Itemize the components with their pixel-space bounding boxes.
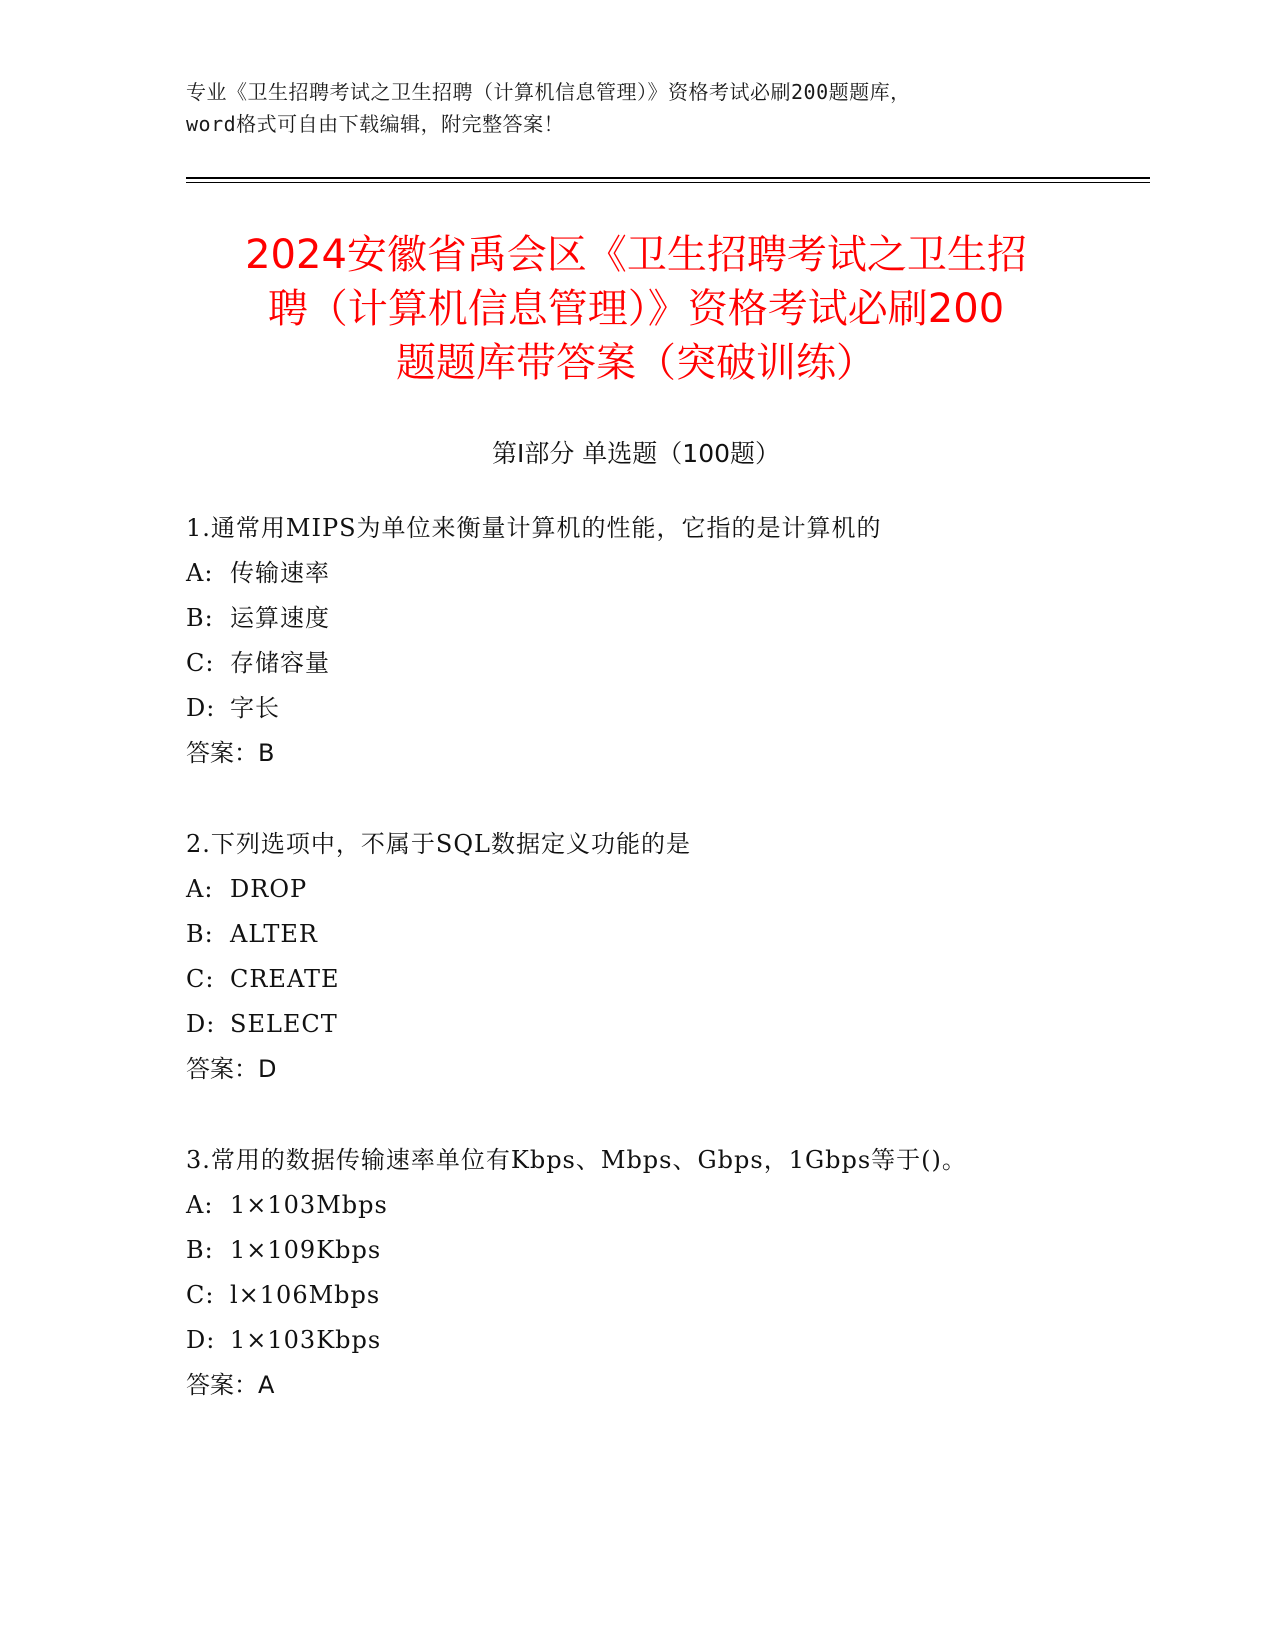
header-note <box>186 76 1086 140</box>
option-c <box>186 957 1166 1002</box>
option-a <box>186 551 1166 596</box>
option-text: DROP <box>230 875 308 903</box>
option-letter: A: <box>186 1191 214 1219</box>
option-c <box>186 641 1166 686</box>
answer: 答案：D <box>186 1055 277 1083</box>
header-divider-thick <box>186 177 1150 179</box>
option-letter: D: <box>186 1010 216 1038</box>
option-d <box>186 1002 1166 1047</box>
title-line2: 聘（计算机信息管理）》资格考试必刷200 <box>267 286 1005 332</box>
option-text: 存储容量 <box>230 649 330 677</box>
question-1 <box>186 506 1166 776</box>
option-letter: C: <box>186 649 215 677</box>
option-letter: C: <box>186 1281 215 1309</box>
option-text: 运算速度 <box>230 604 330 632</box>
question-stem: 2.下列选项中，不属于SQL数据定义功能的是 <box>186 830 691 858</box>
option-text: SELECT <box>230 1010 338 1038</box>
question-stem: 1.通常用MIPS为单位来衡量计算机的性能，它指的是计算机的 <box>186 514 882 542</box>
option-a <box>186 1183 1166 1228</box>
option-a <box>186 867 1166 912</box>
option-text: ALTER <box>230 920 318 948</box>
option-letter: D: <box>186 694 216 722</box>
header-note-line2: word格式可自由下载编辑，附完整答案！ <box>186 112 565 136</box>
option-d <box>186 1318 1166 1363</box>
answer: 答案：B <box>186 739 275 767</box>
option-b <box>186 912 1166 957</box>
question-2 <box>186 822 1166 1092</box>
option-text: l×106Mbps <box>230 1281 381 1309</box>
option-letter: B: <box>186 1236 214 1264</box>
header-note-line1: 专业《卫生招聘考试之卫生招聘（计算机信息管理）》资格考试必刷200题题库， <box>186 80 911 104</box>
option-text: 传输速率 <box>230 559 330 587</box>
title-line3: 题题库带答案（突破训练） <box>396 340 876 386</box>
option-letter: D: <box>186 1326 216 1354</box>
option-text: 1×109Kbps <box>230 1236 382 1264</box>
section-heading: 第Ⅰ部分 单选题（100题） <box>491 439 781 468</box>
option-text: 字长 <box>230 694 280 722</box>
option-letter: A: <box>186 559 214 587</box>
option-text: 1×103Kbps <box>230 1326 382 1354</box>
option-letter: C: <box>186 965 215 993</box>
option-letter: B: <box>186 604 214 632</box>
title-line1: 2024安徽省禹会区《卫生招聘考试之卫生招 <box>245 232 1027 278</box>
option-d <box>186 686 1166 731</box>
document-title <box>186 228 1086 390</box>
question-stem: 3.常用的数据传输速率单位有Kbps、Mbps、Gbps，1Gbps等于()。 <box>186 1146 967 1174</box>
answer: 答案：A <box>186 1371 275 1399</box>
option-b <box>186 1228 1166 1273</box>
option-text: CREATE <box>230 965 340 993</box>
option-b <box>186 596 1166 641</box>
option-text: 1×103Mbps <box>230 1191 388 1219</box>
header-divider-thin <box>186 182 1150 183</box>
option-letter: A: <box>186 875 214 903</box>
option-c <box>186 1273 1166 1318</box>
option-letter: B: <box>186 920 214 948</box>
question-3 <box>186 1138 1166 1408</box>
